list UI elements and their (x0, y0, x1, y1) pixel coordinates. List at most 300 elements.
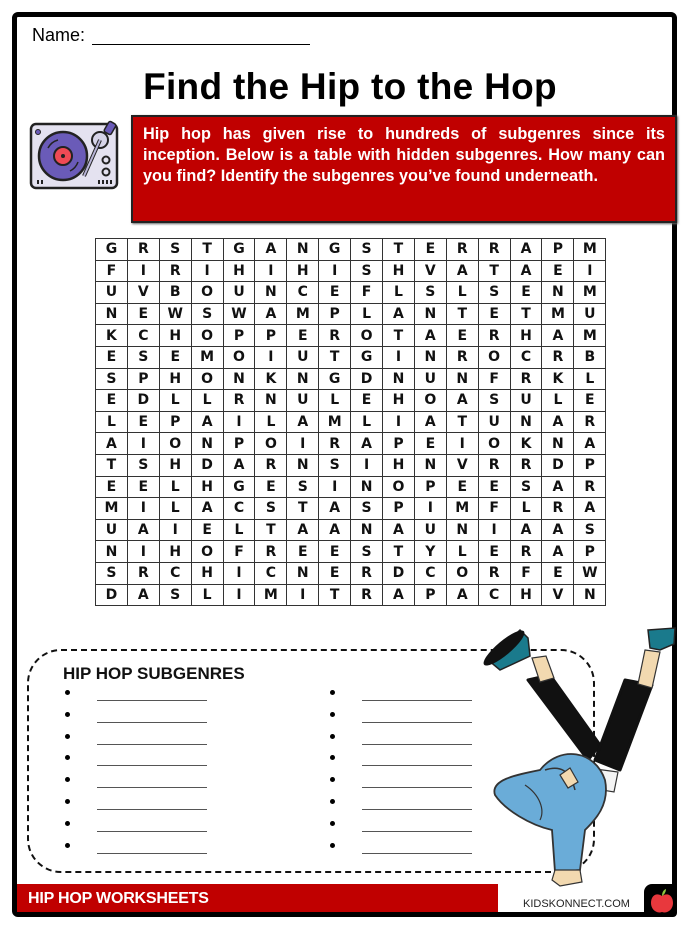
grid-cell[interactable]: H (159, 541, 191, 563)
grid-cell[interactable]: F (223, 541, 255, 563)
grid-cell[interactable]: M (446, 498, 478, 520)
grid-cell[interactable]: R (127, 239, 159, 261)
grid-cell[interactable]: A (383, 519, 415, 541)
name-input-line[interactable] (92, 44, 310, 45)
grid-cell[interactable]: R (319, 433, 351, 455)
grid-cell[interactable]: L (191, 584, 223, 606)
grid-cell[interactable]: F (510, 562, 542, 584)
grid-cell[interactable]: L (319, 390, 351, 412)
grid-cell[interactable]: R (255, 454, 287, 476)
grid-cell[interactable]: S (255, 498, 287, 520)
grid-cell[interactable]: T (255, 519, 287, 541)
grid-cell[interactable]: R (223, 390, 255, 412)
grid-cell[interactable]: T (319, 346, 351, 368)
grid-cell[interactable]: R (542, 498, 574, 520)
answer-blank-line[interactable] (97, 700, 207, 701)
grid-cell[interactable]: P (383, 433, 415, 455)
grid-cell[interactable]: R (351, 562, 383, 584)
grid-cell[interactable]: A (446, 260, 478, 282)
grid-cell[interactable]: R (478, 454, 510, 476)
grid-cell[interactable]: E (542, 562, 574, 584)
grid-cell[interactable]: O (191, 368, 223, 390)
grid-cell[interactable]: R (351, 584, 383, 606)
grid-cell[interactable]: S (414, 282, 446, 304)
grid-cell[interactable]: L (510, 498, 542, 520)
grid-cell[interactable]: D (383, 562, 415, 584)
grid-cell[interactable]: A (510, 519, 542, 541)
grid-cell[interactable]: O (478, 346, 510, 368)
grid-cell[interactable]: O (478, 433, 510, 455)
grid-cell[interactable]: L (159, 476, 191, 498)
grid-cell[interactable]: N (191, 433, 223, 455)
grid-cell[interactable]: A (287, 411, 319, 433)
grid-cell[interactable]: V (414, 260, 446, 282)
grid-cell[interactable]: M (542, 303, 574, 325)
grid-cell[interactable]: U (510, 390, 542, 412)
grid-cell[interactable]: P (127, 368, 159, 390)
grid-cell[interactable]: P (542, 239, 574, 261)
answer-blank-line[interactable] (97, 809, 207, 810)
bullet-icon (65, 799, 70, 804)
grid-cell[interactable]: E (319, 562, 351, 584)
grid-cell[interactable]: E (191, 519, 223, 541)
grid-cell[interactable]: O (351, 325, 383, 347)
grid-cell[interactable]: D (96, 584, 128, 606)
grid-cell[interactable]: D (191, 454, 223, 476)
grid-cell[interactable]: N (446, 519, 478, 541)
grid-cell[interactable]: P (223, 433, 255, 455)
grid-cell[interactable]: C (255, 562, 287, 584)
grid-cell[interactable]: I (255, 346, 287, 368)
grid-cell[interactable]: R (127, 562, 159, 584)
grid-cell[interactable]: N (287, 368, 319, 390)
word-search-grid[interactable] (95, 238, 606, 606)
grid-cell[interactable]: A (542, 411, 574, 433)
grid-cell[interactable]: O (191, 325, 223, 347)
grid-cell[interactable]: N (446, 368, 478, 390)
answer-blank-line[interactable] (362, 722, 472, 723)
grid-cell[interactable]: U (287, 346, 319, 368)
grid-cell[interactable]: E (510, 282, 542, 304)
grid-cell[interactable]: O (255, 433, 287, 455)
grid-row (96, 498, 606, 520)
grid-cell[interactable]: T (287, 498, 319, 520)
grid-cell[interactable]: N (510, 411, 542, 433)
grid-cell[interactable]: N (542, 433, 574, 455)
grid-cell[interactable]: A (191, 498, 223, 520)
grid-cell[interactable]: P (223, 325, 255, 347)
grid-cell[interactable]: R (510, 541, 542, 563)
grid-cell[interactable]: N (96, 303, 128, 325)
answer-blank-line[interactable] (97, 831, 207, 832)
grid-cell[interactable]: A (351, 433, 383, 455)
grid-cell[interactable]: H (383, 454, 415, 476)
grid-cell[interactable]: G (96, 239, 128, 261)
grid-cell[interactable]: G (351, 346, 383, 368)
grid-cell[interactable]: U (574, 303, 606, 325)
grid-cell[interactable]: S (191, 303, 223, 325)
grid-cell[interactable]: N (414, 303, 446, 325)
grid-cell[interactable]: C (414, 562, 446, 584)
grid-cell[interactable]: I (223, 411, 255, 433)
grid-cell[interactable]: K (542, 368, 574, 390)
grid-cell[interactable]: L (351, 303, 383, 325)
grid-cell[interactable]: I (319, 476, 351, 498)
grid-cell[interactable]: C (287, 282, 319, 304)
grid-cell[interactable]: R (574, 476, 606, 498)
grid-cell[interactable]: C (478, 584, 510, 606)
grid-cell[interactable]: N (351, 519, 383, 541)
grid-cell[interactable]: O (414, 390, 446, 412)
grid-cell[interactable]: M (191, 346, 223, 368)
footer-site-link[interactable]: KIDSKONNECT.COM (523, 898, 630, 910)
grid-cell[interactable]: M (287, 303, 319, 325)
grid-cell[interactable]: E (127, 303, 159, 325)
grid-cell[interactable]: S (351, 541, 383, 563)
grid-cell[interactable]: H (159, 325, 191, 347)
grid-cell[interactable]: E (542, 260, 574, 282)
grid-cell[interactable]: U (96, 282, 128, 304)
grid-cell[interactable]: E (255, 476, 287, 498)
grid-cell[interactable]: S (159, 584, 191, 606)
grid-cell[interactable]: I (223, 584, 255, 606)
grid-cell[interactable]: C (223, 498, 255, 520)
grid-cell[interactable]: R (255, 541, 287, 563)
grid-cell[interactable]: W (574, 562, 606, 584)
answer-blank-line[interactable] (362, 809, 472, 810)
grid-cell[interactable]: I (414, 498, 446, 520)
grid-cell[interactable]: E (319, 541, 351, 563)
grid-cell[interactable]: I (319, 260, 351, 282)
grid-cell[interactable]: R (542, 346, 574, 368)
grid-cell[interactable]: T (383, 541, 415, 563)
grid-cell[interactable]: H (191, 562, 223, 584)
grid-cell[interactable]: M (574, 239, 606, 261)
grid-cell[interactable]: T (383, 239, 415, 261)
grid-cell[interactable]: D (542, 454, 574, 476)
grid-cell[interactable]: V (127, 282, 159, 304)
grid-row (96, 346, 606, 368)
grid-cell[interactable]: S (127, 454, 159, 476)
grid-cell[interactable]: L (255, 411, 287, 433)
grid-cell[interactable]: S (510, 476, 542, 498)
grid-cell[interactable]: H (191, 476, 223, 498)
grid-cell[interactable]: H (510, 584, 542, 606)
grid-cell[interactable]: A (542, 519, 574, 541)
grid-cell[interactable]: I (287, 584, 319, 606)
grid-cell[interactable]: H (287, 260, 319, 282)
grid-cell[interactable]: V (446, 454, 478, 476)
grid-cell[interactable]: F (478, 368, 510, 390)
grid-cell[interactable]: R (478, 325, 510, 347)
grid-cell[interactable]: E (127, 476, 159, 498)
grid-cell[interactable]: I (383, 346, 415, 368)
answer-blank-line[interactable] (97, 744, 207, 745)
grid-cell[interactable]: E (159, 346, 191, 368)
answer-blank-line[interactable] (97, 853, 207, 854)
grid-cell[interactable]: C (127, 325, 159, 347)
grid-cell[interactable]: W (223, 303, 255, 325)
grid-cell[interactable]: V (542, 584, 574, 606)
grid-cell[interactable]: L (159, 498, 191, 520)
grid-cell[interactable]: O (223, 346, 255, 368)
grid-cell[interactable]: T (478, 260, 510, 282)
grid-cell[interactable]: P (574, 454, 606, 476)
grid-cell[interactable]: A (414, 325, 446, 347)
grid-cell[interactable]: R (574, 411, 606, 433)
grid-cell[interactable]: A (287, 519, 319, 541)
bullet-icon (330, 712, 335, 717)
grid-cell[interactable]: M (574, 282, 606, 304)
grid-cell[interactable]: K (255, 368, 287, 390)
grid-cell[interactable]: E (478, 303, 510, 325)
grid-cell[interactable]: E (287, 541, 319, 563)
grid-cell[interactable]: L (383, 282, 415, 304)
grid-cell[interactable]: R (478, 239, 510, 261)
grid-cell[interactable]: S (478, 390, 510, 412)
grid-cell[interactable]: A (542, 476, 574, 498)
grid-cell[interactable]: N (255, 282, 287, 304)
grid-row (96, 411, 606, 433)
grid-cell[interactable]: I (191, 260, 223, 282)
grid-cell[interactable]: S (351, 260, 383, 282)
answer-blank-line[interactable] (362, 700, 472, 701)
grid-cell[interactable]: R (446, 239, 478, 261)
grid-cell[interactable]: A (319, 498, 351, 520)
grid-cell[interactable]: A (96, 433, 128, 455)
grid-cell[interactable]: O (191, 282, 223, 304)
grid-cell[interactable]: A (191, 411, 223, 433)
grid-cell[interactable]: T (383, 325, 415, 347)
grid-cell[interactable]: S (287, 476, 319, 498)
grid-cell[interactable]: T (510, 303, 542, 325)
grid-cell[interactable]: L (159, 390, 191, 412)
grid-cell[interactable]: E (414, 239, 446, 261)
grid-cell[interactable]: F (96, 260, 128, 282)
grid-cell[interactable]: L (191, 390, 223, 412)
grid-cell[interactable]: H (383, 390, 415, 412)
grid-cell[interactable]: L (446, 541, 478, 563)
grid-cell[interactable]: C (159, 562, 191, 584)
grid-cell[interactable]: I (478, 519, 510, 541)
grid-cell[interactable]: E (96, 476, 128, 498)
grid-cell[interactable]: S (351, 498, 383, 520)
grid-cell[interactable]: E (127, 411, 159, 433)
grid-cell[interactable]: G (223, 476, 255, 498)
grid-cell[interactable]: R (159, 260, 191, 282)
grid-cell[interactable]: S (319, 454, 351, 476)
grid-cell[interactable]: S (96, 368, 128, 390)
grid-cell[interactable]: A (446, 584, 478, 606)
grid-cell[interactable]: E (351, 390, 383, 412)
grid-cell[interactable]: M (96, 498, 128, 520)
grid-cell[interactable]: W (159, 303, 191, 325)
grid-cell[interactable]: L (223, 519, 255, 541)
name-label: Name: (32, 25, 86, 45)
grid-cell[interactable]: G (319, 368, 351, 390)
grid-cell[interactable]: A (223, 454, 255, 476)
grid-cell[interactable]: R (478, 562, 510, 584)
grid-cell[interactable]: N (96, 541, 128, 563)
grid-cell[interactable]: E (319, 282, 351, 304)
grid-cell[interactable]: S (351, 239, 383, 261)
grid-cell[interactable]: N (542, 282, 574, 304)
answer-blank-line[interactable] (362, 831, 472, 832)
grid-cell[interactable]: A (446, 390, 478, 412)
grid-cell[interactable]: I (127, 260, 159, 282)
grid-cell[interactable]: A (255, 239, 287, 261)
answer-blank-line[interactable] (362, 787, 472, 788)
grid-cell[interactable]: U (96, 519, 128, 541)
grid-cell[interactable]: A (319, 519, 351, 541)
grid-cell[interactable]: T (96, 454, 128, 476)
grid-cell[interactable]: I (127, 433, 159, 455)
grid-cell[interactable]: E (287, 325, 319, 347)
grid-cell[interactable]: M (255, 584, 287, 606)
grid-cell[interactable]: O (191, 541, 223, 563)
grid-cell[interactable]: P (414, 476, 446, 498)
grid-cell[interactable]: Y (414, 541, 446, 563)
grid-cell[interactable]: N (287, 562, 319, 584)
grid-cell[interactable]: U (478, 411, 510, 433)
grid-row (96, 325, 606, 347)
grid-cell[interactable]: H (159, 368, 191, 390)
grid-cell[interactable]: G (319, 239, 351, 261)
grid-cell[interactable]: L (96, 411, 128, 433)
grid-cell[interactable]: S (159, 239, 191, 261)
grid-cell[interactable]: I (127, 498, 159, 520)
grid-cell[interactable]: A (383, 303, 415, 325)
grid-cell[interactable]: N (351, 476, 383, 498)
grid-cell[interactable]: C (510, 346, 542, 368)
grid-cell[interactable]: U (414, 368, 446, 390)
grid-cell[interactable]: I (446, 433, 478, 455)
grid-cell[interactable]: N (287, 454, 319, 476)
grid-cell[interactable]: L (574, 368, 606, 390)
grid-cell[interactable]: E (96, 390, 128, 412)
grid-cell[interactable]: I (223, 562, 255, 584)
grid-cell[interactable]: E (574, 390, 606, 412)
grid-cell[interactable]: P (159, 411, 191, 433)
grid-cell[interactable]: G (223, 239, 255, 261)
grid-cell[interactable]: O (446, 562, 478, 584)
grid-cell[interactable]: I (127, 541, 159, 563)
answer-blank-line[interactable] (362, 853, 472, 854)
grid-cell[interactable]: H (510, 325, 542, 347)
grid-cell[interactable]: L (542, 390, 574, 412)
grid-cell[interactable]: T (191, 239, 223, 261)
grid-cell[interactable]: H (383, 260, 415, 282)
grid-cell[interactable]: D (127, 390, 159, 412)
grid-cell[interactable]: A (542, 325, 574, 347)
grid-cell[interactable]: U (287, 390, 319, 412)
answer-blank-line[interactable] (362, 765, 472, 766)
grid-cell[interactable]: S (96, 562, 128, 584)
grid-cell[interactable]: E (478, 476, 510, 498)
grid-cell[interactable]: A (542, 541, 574, 563)
grid-cell[interactable]: A (383, 584, 415, 606)
grid-row (96, 433, 606, 455)
grid-cell[interactable]: B (574, 346, 606, 368)
grid-cell[interactable]: T (446, 411, 478, 433)
grid-cell[interactable]: O (159, 433, 191, 455)
grid-cell[interactable]: A (414, 411, 446, 433)
answer-blank-line[interactable] (97, 722, 207, 723)
grid-cell[interactable]: R (510, 368, 542, 390)
grid-cell[interactable]: N (414, 454, 446, 476)
grid-cell[interactable]: A (510, 239, 542, 261)
grid-cell[interactable]: A (510, 260, 542, 282)
grid-cell[interactable]: P (383, 498, 415, 520)
grid-cell[interactable]: R (319, 325, 351, 347)
grid-cell[interactable]: P (319, 303, 351, 325)
grid-cell[interactable]: I (159, 519, 191, 541)
grid-cell[interactable]: A (574, 498, 606, 520)
grid-cell[interactable]: L (351, 411, 383, 433)
grid-cell[interactable]: M (574, 325, 606, 347)
grid-row (96, 562, 606, 584)
grid-cell[interactable]: A (127, 519, 159, 541)
grid-cell[interactable]: L (446, 282, 478, 304)
grid-cell[interactable]: N (287, 239, 319, 261)
grid-cell[interactable]: T (319, 584, 351, 606)
grid-cell[interactable]: A (127, 584, 159, 606)
grid-cell[interactable]: S (478, 282, 510, 304)
grid-cell[interactable]: I (287, 433, 319, 455)
grid-cell[interactable]: P (414, 584, 446, 606)
grid-cell[interactable]: A (255, 303, 287, 325)
grid-cell[interactable]: E (414, 433, 446, 455)
grid-cell[interactable]: U (223, 282, 255, 304)
grid-cell[interactable]: A (574, 433, 606, 455)
grid-cell[interactable]: E (96, 346, 128, 368)
grid-cell[interactable]: T (446, 303, 478, 325)
grid-cell[interactable]: N (414, 346, 446, 368)
grid-cell[interactable]: E (478, 541, 510, 563)
grid-cell[interactable]: N (223, 368, 255, 390)
grid-cell[interactable]: D (351, 368, 383, 390)
grid-cell[interactable]: I (351, 454, 383, 476)
grid-cell[interactable]: I (574, 260, 606, 282)
grid-cell[interactable]: U (414, 519, 446, 541)
grid-cell[interactable]: B (159, 282, 191, 304)
grid-cell[interactable]: N (574, 584, 606, 606)
grid-cell[interactable]: R (446, 346, 478, 368)
grid-cell[interactable]: E (446, 476, 478, 498)
grid-cell[interactable]: R (510, 454, 542, 476)
grid-cell[interactable]: K (510, 433, 542, 455)
answer-blank-line[interactable] (97, 765, 207, 766)
grid-cell[interactable]: K (96, 325, 128, 347)
grid-cell[interactable]: H (223, 260, 255, 282)
grid-cell[interactable]: P (574, 541, 606, 563)
grid-cell[interactable]: I (383, 411, 415, 433)
grid-cell[interactable]: P (255, 325, 287, 347)
grid-cell[interactable]: S (574, 519, 606, 541)
grid-cell[interactable]: F (478, 498, 510, 520)
grid-cell[interactable]: I (255, 260, 287, 282)
grid-cell[interactable]: M (319, 411, 351, 433)
grid-cell[interactable]: F (351, 282, 383, 304)
grid-cell[interactable]: E (446, 325, 478, 347)
answer-blank-line[interactable] (362, 744, 472, 745)
answer-blank-line[interactable] (97, 787, 207, 788)
grid-cell[interactable]: O (383, 476, 415, 498)
grid-cell[interactable]: N (255, 390, 287, 412)
grid-cell[interactable]: H (159, 454, 191, 476)
grid-cell[interactable]: N (383, 368, 415, 390)
grid-cell[interactable]: S (127, 346, 159, 368)
